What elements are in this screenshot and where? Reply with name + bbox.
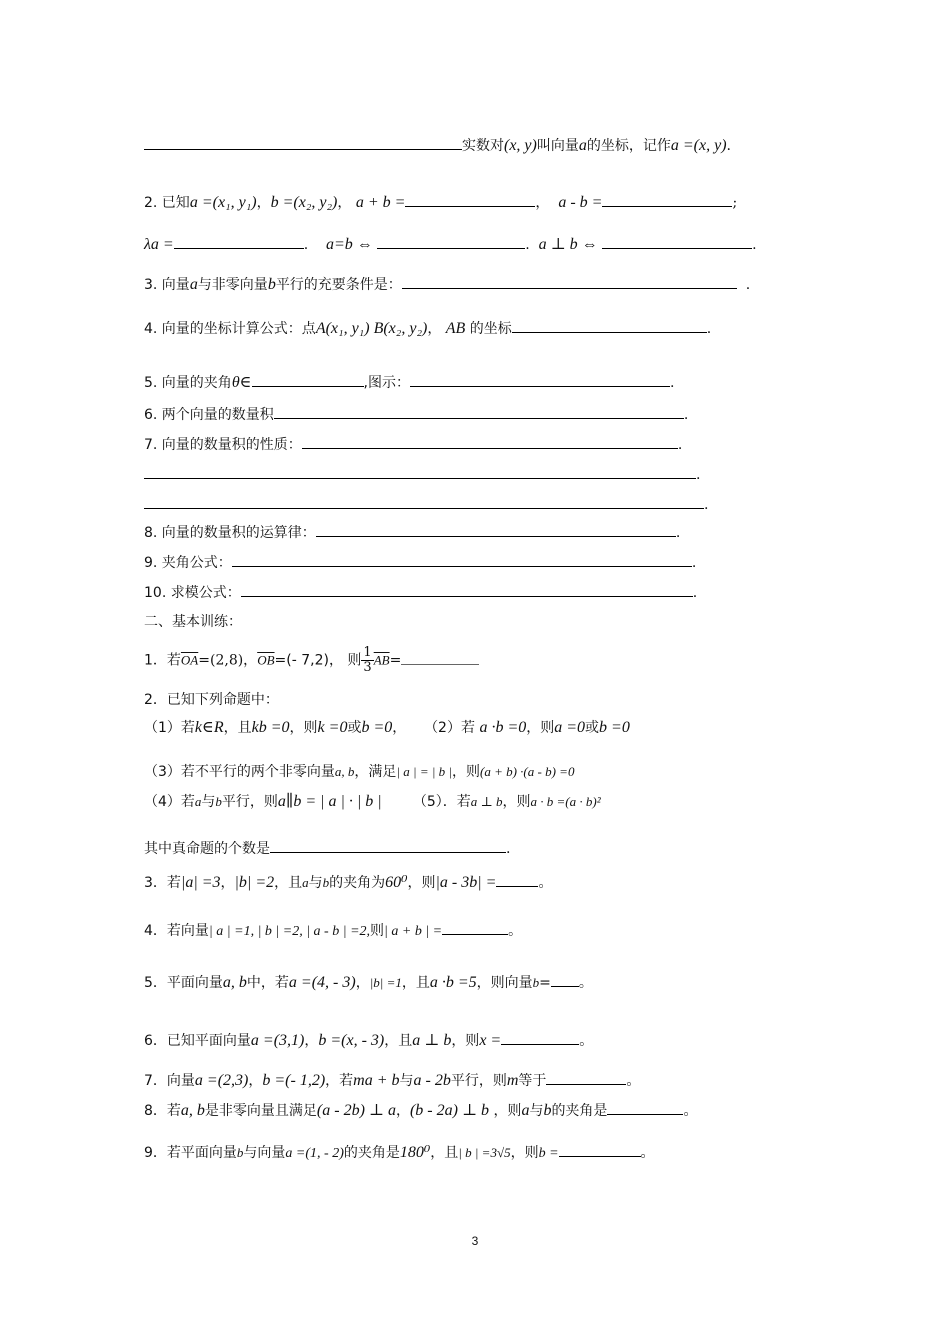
line-item-7: 7. 向量的数量积的性质： . (144, 434, 682, 455)
blank[interactable] (377, 234, 525, 249)
blank[interactable] (174, 234, 304, 249)
blank[interactable] (232, 552, 692, 567)
blank[interactable] (602, 234, 752, 249)
line-item-7-cont1: . (144, 464, 700, 485)
blank[interactable] (302, 434, 678, 449)
line-item-7-cont2: . (144, 494, 708, 515)
question-1: 1．若$\overline{OA}=(2,8)$，$\overline{OB}=(-$ 7,2)， 则 $\frac{1}{3}$ $\overline{AB}=$ (144, 646, 479, 675)
blank[interactable] (144, 135, 462, 150)
blank[interactable] (607, 1100, 683, 1115)
line-coordinate-definition: 实数对(x, y)叫向量a的坐标，记作a =(x, y). (144, 135, 731, 156)
line-item-2: 2. 已知a =(x₁, y₁)，b =(x₂, y₂)， a + b = ， a - b = ; (144, 194, 738, 211)
blank[interactable] (551, 972, 579, 987)
line-item-2-cont: λa = . a=b ⇔ . a ⊥ b ⇔ . (144, 236, 757, 253)
blank[interactable] (405, 192, 535, 207)
question-2-prop-3: （3）若不平行的两个非零向量a, b，满足| a | = | b |，则(a + b) ·(a - b) =0 (144, 764, 575, 780)
blank[interactable] (496, 872, 538, 887)
question-5: 5．平面向量a, b中，若a =(4, - 3)，|b| =1，且a ·b =5，则向量b= 。 (144, 974, 593, 991)
blank[interactable] (501, 1030, 579, 1045)
question-7: 7．向量a =(2,3)，b =(- 1,2)，若ma + b与a - 2b平行，则m等于 。 (144, 1072, 641, 1089)
blank[interactable] (241, 582, 693, 597)
blank[interactable] (512, 318, 707, 333)
question-4: 4．若向量| a | =1, | b | =2, | a - b | =2,则| a + b | = 。 (144, 920, 522, 942)
blank[interactable] (559, 1142, 641, 1157)
blank[interactable] (252, 372, 364, 387)
question-2-answer: 其中真命题的个数是 . (144, 838, 510, 859)
blank[interactable] (144, 494, 704, 509)
blank[interactable] (602, 192, 732, 207)
blank[interactable] (546, 1070, 626, 1085)
blank[interactable] (442, 920, 508, 935)
blank[interactable] (270, 838, 506, 853)
question-9: 9．若平面向量b与向量a =(1, - 2)的夹角是180⁰，且| b | =3√5，则b = 。 (144, 1144, 655, 1161)
page-number: 3 (471, 1234, 479, 1248)
line-item-4: 4. 向量的坐标计算公式：点A(x₁, y₁) B(x₂, y₂)， AB 的坐标 . (144, 320, 712, 337)
line-item-8: 8. 向量的数量积的运算律： . (144, 522, 680, 543)
line-item-3: 3. 向量a与非零向量b平行的充要条件是： . (144, 276, 751, 293)
question-2-props-1-2: （1）若k∈R，且kb =0，则k =0或b =0， （2）若 a ·b =0，则a =0或b =0 (144, 719, 630, 736)
blank[interactable] (274, 404, 684, 419)
question-2: 2．已知下列命题中： (144, 692, 279, 708)
question-8: 8．若a, b是非零向量且满足(a - 2b) ⊥ a，(b - 2a) ⊥ b ，则a与b的夹角是 。 (144, 1102, 698, 1119)
blank[interactable] (402, 274, 737, 289)
blank[interactable] (144, 464, 696, 479)
blank[interactable] (410, 372, 670, 387)
line-item-10: 10. 求模公式： . (144, 582, 697, 603)
line-item-6: 6. 两个向量的数量积 . (144, 404, 688, 425)
question-3: 3．若|a| =3，|b| =2，且a与b的夹角为60⁰，则|a - 3b| = 。 (144, 874, 553, 891)
line-item-9: 9. 夹角公式： . (144, 552, 696, 573)
section-basic-training: 二、基本训练： (144, 614, 242, 630)
line-item-5: 5. 向量的夹角θ∈ ,图示： . (144, 374, 675, 391)
blank[interactable] (401, 650, 479, 665)
question-6: 6．已知平面向量a =(3,1)，b =(x, - 3)，且a ⊥ b，则x = 。 (144, 1032, 594, 1049)
blank[interactable] (316, 522, 676, 537)
fraction-one-third: $\frac{1}{3}$ (363, 645, 372, 675)
question-2-props-4-5: （4）若a与b平行，则a∥b = | a | · | b | （5）．若a ⊥ b，则a · b =(a · b)² (144, 793, 601, 810)
